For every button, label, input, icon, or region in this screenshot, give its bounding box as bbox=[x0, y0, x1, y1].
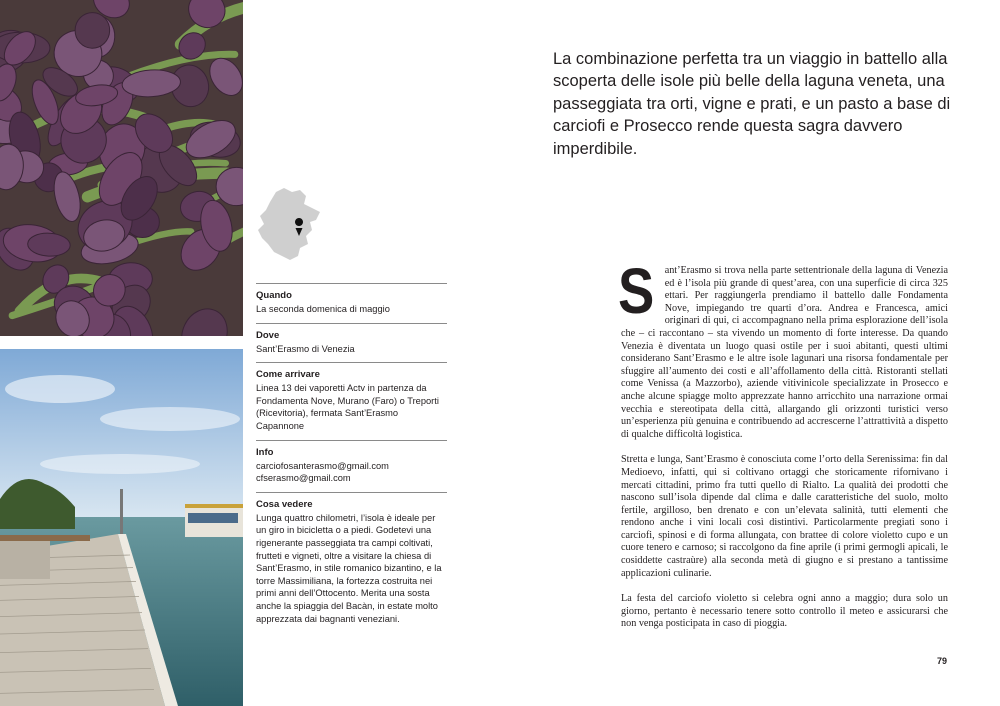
info-contacts bbox=[256, 440, 447, 485]
drop-cap: S bbox=[618, 255, 655, 327]
body-paragraph bbox=[618, 255, 948, 441]
info-what-to-see bbox=[256, 492, 447, 625]
info-text: Lunga quattro chilometri, l’isola è ideale per un giro in bicicletta o a piedi. Godetevi una rigenerante passeggiata tra campi coltivati, frutteti e vigneti, oltre a visitare la chiesa di Sant’Erasmo, in stile romanico bizantino, e la torre Massimiliana, la fortezza costruita nei primi anni dell’Ottocento. Merita una sosta anche la spiaggia del Bacàn, in estate molto apprezzata dai bagnanti veneziani. bbox=[256, 512, 442, 624]
lead-paragraph: La combinazione perfetta tra un viaggio in battello alla scoperta delle isole più belle della laguna veneta, una passeggiata tra orti, vigne e prati, e un pasto a base di carciofi e Prosecco rende questa sagra davvero imperdibile. bbox=[553, 50, 951, 158]
region-shape bbox=[258, 188, 320, 260]
lagoon-pier-photo bbox=[0, 349, 243, 706]
artichokes-photo bbox=[0, 0, 243, 336]
info-when bbox=[256, 283, 447, 316]
veneto-region-map bbox=[254, 186, 324, 266]
article-body bbox=[618, 255, 948, 644]
body-paragraph: Stretta e lunga, Sant’Erasmo è conosciuta come l’orto della Serenissima: fin dal Medioevo, infatti, qui si coltivano ortaggi che storicamente rifornivano i mercati cittadini, primo fra tutti quello di Rialto. La qualità dei prodotti che nascono sull’isola dipende dal clima e dalle caratteristiche del suolo, molto fertile, argilloso, ben drenato e con un’elevata salinità, tutti elementi che rendono anche i vini locali così distintivi. Particolarmente pregiati sono i carciofi, spinosi e di forma allungata, con brattee di colore violetto cupo e un cuore tenero e carnoso; si raccolgono da fine aprile (i primi germogli apicali, le cosiddette castraùre) alla seconda metà di giugno e si prestano a tantissime applicazioni culinarie. bbox=[621, 454, 948, 579]
info-how-to-get bbox=[256, 362, 447, 432]
info-heading: Cosa vedere bbox=[256, 498, 313, 510]
body-paragraph: La festa del carciofo violetto si celebra ogni anno a maggio; dura solo un giorno, pertanto è necessario tenere sotto controllo il meteo e assicurarsi che non venga posticipata in caso di pioggia. bbox=[621, 593, 948, 630]
info-heading: Info bbox=[256, 446, 274, 458]
info-where bbox=[256, 323, 447, 356]
info-text: Linea 13 dei vaporetti Actv in partenza da Fondamenta Nove, Murano (Faro) o Treporti (Ricevitoria), fermata Sant’Erasmo Capannone bbox=[256, 383, 439, 431]
info-heading: Dove bbox=[256, 329, 280, 341]
info-text: Sant’Erasmo di Venezia bbox=[256, 343, 355, 354]
email-link-2[interactable]: cfserasmo@gmail.com bbox=[256, 473, 351, 484]
info-heading: Quando bbox=[256, 290, 292, 301]
info-sidebar bbox=[256, 283, 447, 632]
body-paragraph-text: ant’Erasmo si trova nella parte settentrionale della laguna di Venezia ed è l’isola più grande di quest’area, con una superficie di circa 325 ettari. Per raggiungerla prendiamo il battello dalle Fondamenta Nove, impiegando tre quarti d’ora. Andrea e Francesca, amici originari di qui, ci accompagnano nella prima esplorazione dell’isola che – ci raccontano – sta vivendo un momento di forte interesse. Da quando Venezia è diventata un luogo quasi ostile per i suoi abitanti, questi ultimi considerano Sant’Erasmo e le altre isole lagunari una risorsa fondamentale per sfuggire all’aumento dei costi e all’affollamento della città. Ristoranti stellati come Venissa (a Mazzorbo), aziende vitivinicole specializzate in Prosecco e anche alcune spiagge molto apprezzate hanno arricchito una narrazione ormai vecchia e stereotipata della città, allargando gli orizzonti turistici verso un’esperienza più genuina e contribuendo ad accrescerne l’attrattività a dispetto di qualche difficoltà logistica. bbox=[621, 265, 948, 440]
info-text: La seconda domenica di maggio bbox=[256, 304, 390, 314]
email-link-1[interactable]: carciofosanterasmo@gmail.com bbox=[256, 460, 389, 471]
info-heading: Come arrivare bbox=[256, 369, 320, 381]
page-number: 79 bbox=[937, 656, 948, 666]
